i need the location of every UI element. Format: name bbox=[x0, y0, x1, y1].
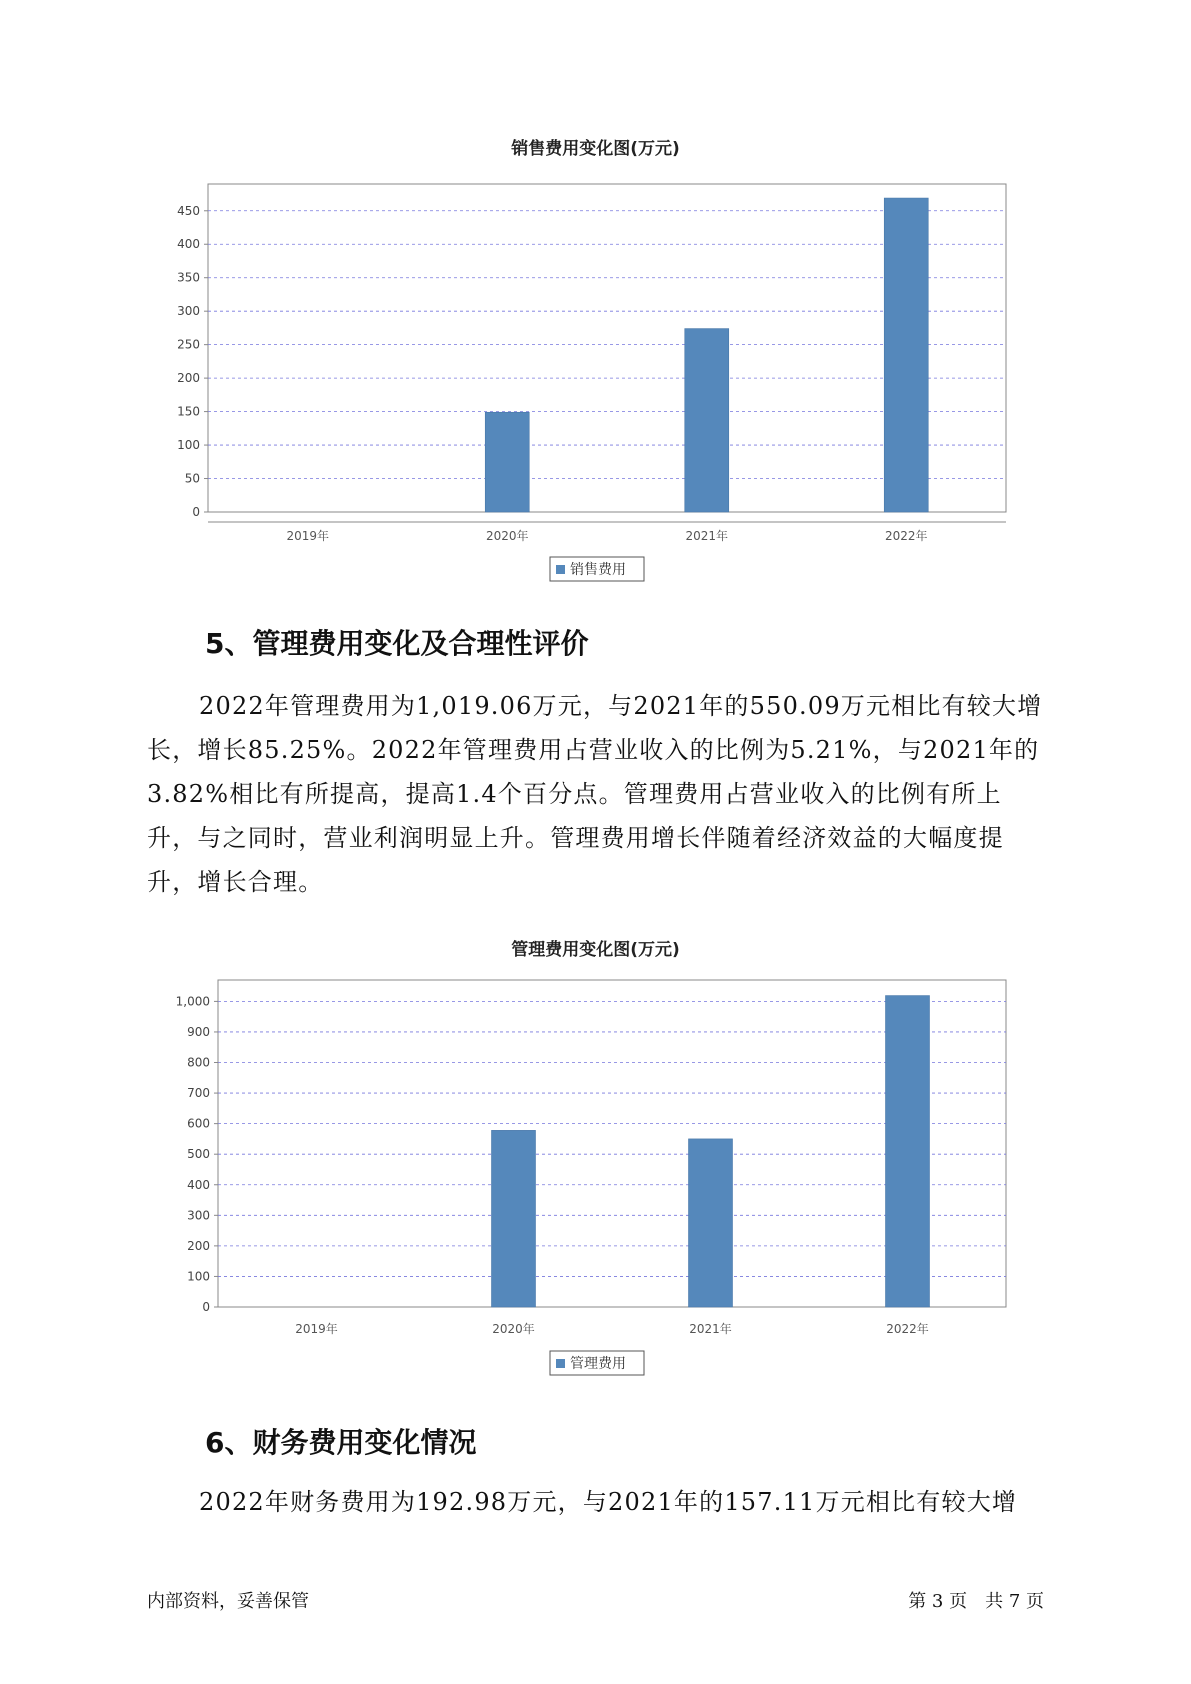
chart-title: 管理费用变化图(万元) bbox=[511, 940, 680, 960]
y-tick-label: 100 bbox=[177, 438, 200, 453]
y-tick-label: 150 bbox=[177, 404, 200, 419]
y-tick-label: 1,000 bbox=[175, 994, 210, 1009]
x-tick-label: 2020年 bbox=[485, 529, 529, 543]
y-tick-label: 900 bbox=[187, 1024, 210, 1039]
x-tick-label: 2021年 bbox=[685, 529, 729, 543]
y-tick-label: 0 bbox=[202, 1300, 210, 1314]
y-tick-label: 350 bbox=[177, 270, 200, 285]
footer-page-number: 第 3 页 共 7 页 bbox=[908, 1591, 1044, 1612]
bar-2021年 bbox=[689, 1139, 733, 1307]
y-tick-label: 700 bbox=[187, 1086, 210, 1101]
x-tick-label: 2019年 bbox=[295, 1322, 338, 1336]
legend-label: 销售费用 bbox=[570, 562, 626, 578]
y-tick-label: 300 bbox=[177, 304, 200, 319]
section-heading-finance-expense: 6、财务费用变化情况 bbox=[205, 1426, 477, 1459]
y-tick-label: 50 bbox=[184, 471, 200, 486]
chart-legend bbox=[550, 1351, 644, 1375]
bar-2020年 bbox=[492, 1130, 536, 1307]
admin-expense-paragraph: 2022年管理费用为1,019.06万元，与2021年的550.09万元相比有较大增长，增长85.25%。2022年管理费用占营业收入的比例为5.21%，与2021年的3.82%相比有所提高，提高1.4个百分点。管理费用占营业收入的比例有所上升，与之同时，营业利润明显上升。管理费用增长伴随着经济效益的大幅度提升，增长合理。 bbox=[147, 692, 1043, 896]
footer-confidential-note: 内部资料，妥善保管 bbox=[147, 1591, 309, 1612]
y-tick-label: 0 bbox=[192, 505, 200, 519]
y-tick-label: 250 bbox=[177, 337, 200, 352]
y-tick-label: 800 bbox=[187, 1055, 210, 1070]
finance-expense-paragraph: 2022年财务费用为192.98万元，与2021年的157.11万元相比有较大增 bbox=[199, 1488, 1018, 1516]
y-tick-label: 450 bbox=[177, 203, 200, 218]
x-tick-label: 2022年 bbox=[886, 1322, 929, 1336]
y-tick-label: 100 bbox=[187, 1269, 210, 1284]
y-tick-label: 500 bbox=[187, 1147, 210, 1162]
y-tick-label: 600 bbox=[187, 1116, 210, 1131]
y-tick-label: 300 bbox=[187, 1208, 210, 1223]
legend-label: 管理费用 bbox=[570, 1356, 626, 1372]
legend-swatch bbox=[556, 1359, 565, 1368]
y-tick-label: 200 bbox=[187, 1238, 210, 1253]
x-tick-label: 2019年 bbox=[286, 529, 330, 543]
bar-2022年 bbox=[886, 996, 930, 1307]
x-tick-label: 2021年 bbox=[689, 1322, 732, 1336]
chart-title: 销售费用变化图(万元) bbox=[511, 139, 680, 159]
section-heading-admin-expense: 5、管理费用变化及合理性评价 bbox=[205, 627, 589, 660]
y-tick-label: 400 bbox=[187, 1177, 210, 1192]
y-tick-label: 200 bbox=[177, 371, 200, 386]
x-tick-label: 2022年 bbox=[884, 529, 928, 543]
y-tick-label: 400 bbox=[177, 237, 200, 252]
x-tick-label: 2020年 bbox=[492, 1322, 535, 1336]
